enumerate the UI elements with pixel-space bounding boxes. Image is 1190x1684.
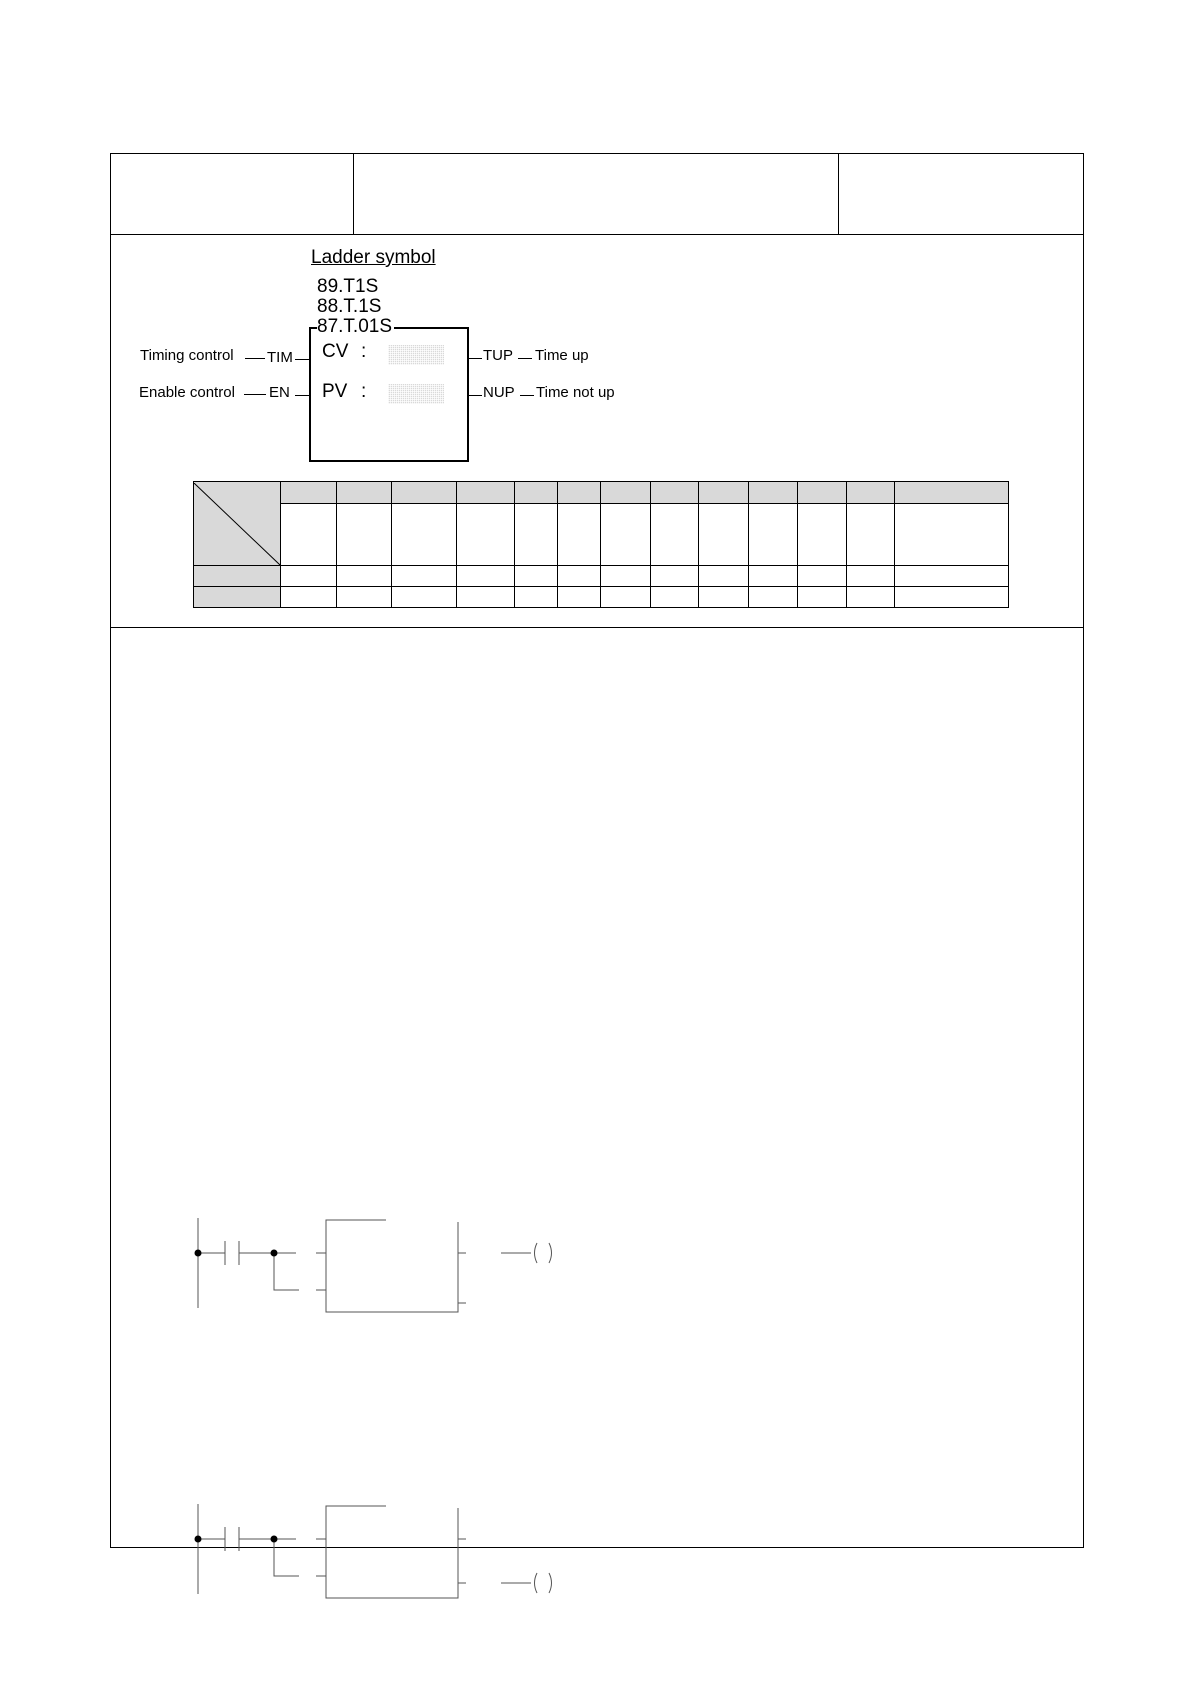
operand-table-row-b xyxy=(194,587,1009,608)
model-label-89: 89.T1S xyxy=(317,276,379,297)
coil-right xyxy=(549,1243,552,1263)
output-nup-line xyxy=(469,395,482,396)
register-pv-name: PV xyxy=(322,381,348,402)
header-cell-center xyxy=(354,154,839,234)
output-tup-name: TUP xyxy=(483,347,513,364)
input-tim-dash xyxy=(245,358,265,359)
input-tim-line xyxy=(295,359,309,360)
register-cv-sep: : xyxy=(361,341,367,362)
junction-dot-1 xyxy=(195,1536,202,1543)
input-tim-name: TIM xyxy=(267,349,293,366)
header-cell-left xyxy=(111,154,354,234)
input-en-line xyxy=(295,395,309,396)
coil-right xyxy=(549,1573,552,1593)
output-nup-name: NUP xyxy=(483,384,515,401)
coil-left xyxy=(535,1243,538,1263)
example-ladder-diagram-2 xyxy=(181,1494,581,1604)
operand-table-corner-cell xyxy=(194,482,281,566)
output-nup-description: Time not up xyxy=(536,384,615,401)
junction-dot-2 xyxy=(271,1536,278,1543)
operand-table xyxy=(193,481,1009,608)
junction-dot-2 xyxy=(271,1250,278,1257)
register-pv-sep: : xyxy=(361,381,367,402)
output-tup-line xyxy=(469,358,482,359)
operand-table-header-row xyxy=(194,482,1009,504)
input-en-description: Enable control xyxy=(139,384,235,401)
ladder-symbol-section xyxy=(111,235,1083,628)
example-timer-block xyxy=(326,1220,458,1312)
example-timer-block xyxy=(326,1506,458,1598)
operand-table-row-b-header xyxy=(194,587,281,608)
coil-left xyxy=(535,1573,538,1593)
operand-table-row-a xyxy=(194,566,1009,587)
output-tup-description: Time up xyxy=(535,347,589,364)
ladder-symbol-title: Ladder symbol xyxy=(311,247,436,268)
example-ladder-diagram-1 xyxy=(181,1208,581,1318)
corner-diagonal xyxy=(194,483,280,565)
document-frame xyxy=(110,153,1084,1548)
model-label-88: 88.T.1S xyxy=(317,296,382,317)
header-cell-right xyxy=(839,154,1083,234)
cv-value-placeholder xyxy=(388,345,444,365)
register-cv-name: CV xyxy=(322,341,349,362)
header-row xyxy=(111,154,1083,235)
input-en-dash xyxy=(244,394,266,395)
junction-dot-1 xyxy=(195,1250,202,1257)
pv-value-placeholder xyxy=(388,384,444,404)
input-tim-description: Timing control xyxy=(140,347,234,364)
output-tup-dash xyxy=(518,358,532,359)
model-label-87: 87.T.01S xyxy=(317,316,392,337)
operand-table-body-row xyxy=(194,504,1009,566)
operand-table-row-a-header xyxy=(194,566,281,587)
description-section xyxy=(111,628,1083,1547)
input-en-name: EN xyxy=(269,384,290,401)
output-nup-dash xyxy=(520,395,534,396)
